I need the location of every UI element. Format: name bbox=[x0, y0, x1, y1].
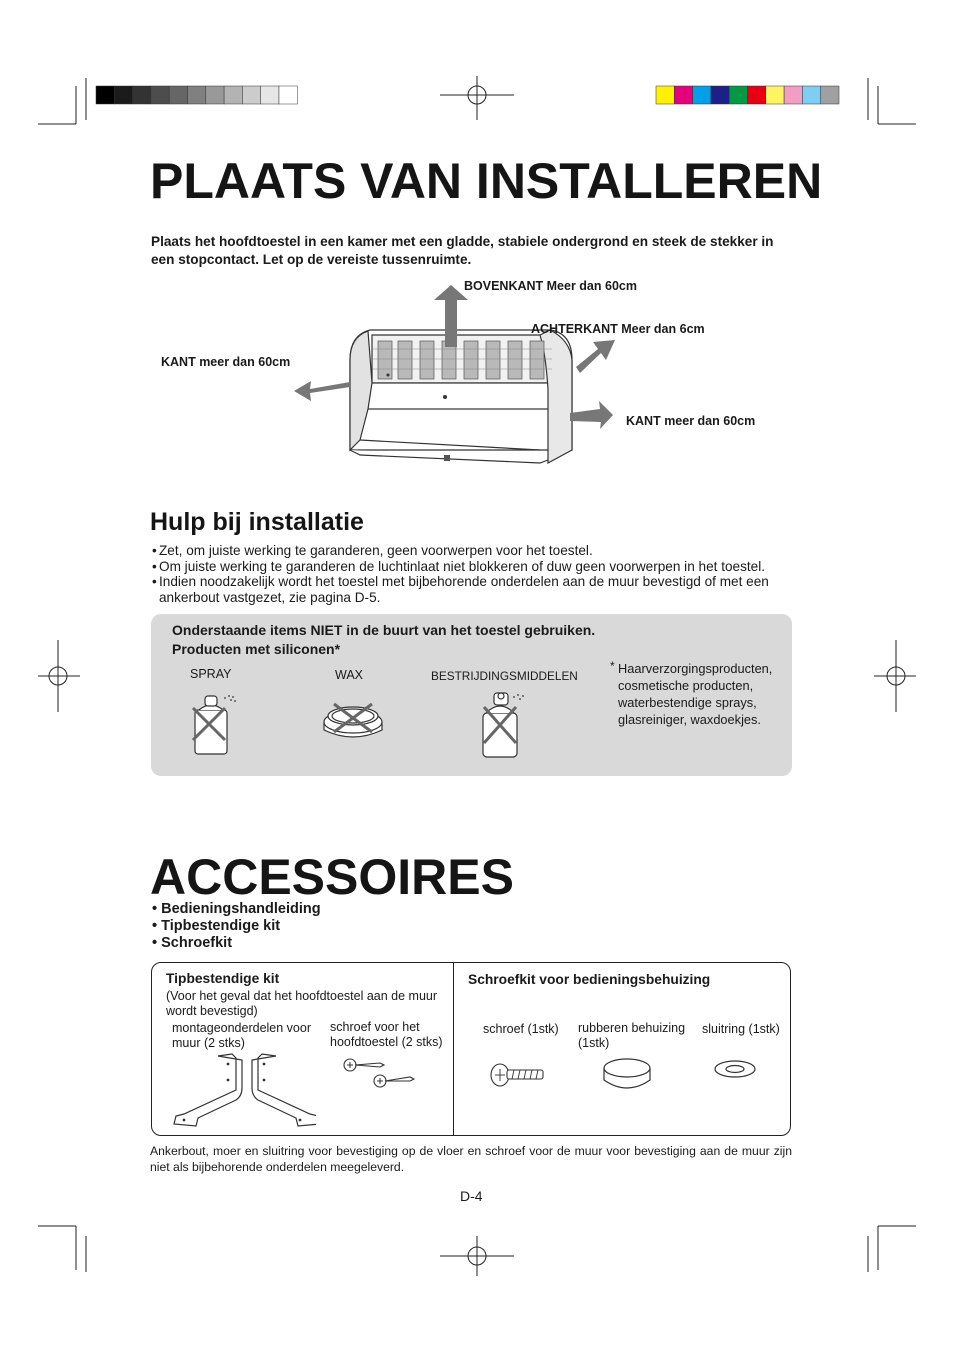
color-swatch bbox=[656, 86, 674, 104]
color-swatch bbox=[711, 86, 729, 104]
color-swatch bbox=[133, 86, 151, 104]
list-item: • Zet, om juiste werking te garanderen, geen voorwerpen voor het toestel. bbox=[152, 543, 797, 559]
color-swatch bbox=[784, 86, 802, 104]
accessories-list bbox=[152, 901, 321, 952]
screw-icon bbox=[488, 1058, 550, 1092]
label-back-clearance: ACHTERKANT Meer dan 6cm bbox=[531, 322, 705, 336]
color-swatch bbox=[224, 86, 242, 104]
list-item: • Om juiste werking te garanderen de luchtinlaat niet blokkeren of duw geen voorwerpen in het toestel. bbox=[152, 559, 797, 575]
screw-label: schroef (1stk) bbox=[483, 1022, 559, 1036]
note-asterisk: * bbox=[610, 659, 615, 673]
color-swatch bbox=[802, 86, 820, 104]
color-swatch bbox=[151, 86, 169, 104]
list-item: • Indien noodzakelijk wordt het toestel met bijbehorende onderdelen aan de muur bevestigd of met een ankerbout vastgezet, zie pagina D-5. bbox=[152, 574, 797, 605]
heater-clearance-illustration bbox=[280, 285, 640, 490]
spray-label: SPRAY bbox=[190, 667, 232, 681]
color-swatch bbox=[261, 86, 279, 104]
installation-help-list bbox=[152, 543, 797, 605]
color-calibration-bar bbox=[656, 86, 839, 104]
color-swatch bbox=[114, 86, 132, 104]
warning-box-title: Onderstaande items NIET in de buurt van het toestel gebruiken. bbox=[172, 622, 596, 638]
list-item: • Tipbestendige kit bbox=[152, 918, 321, 935]
color-swatch bbox=[821, 86, 839, 104]
color-swatch bbox=[279, 86, 297, 104]
color-swatch bbox=[674, 86, 692, 104]
label-right-clearance: KANT meer dan 60cm bbox=[626, 414, 756, 428]
color-swatch bbox=[188, 86, 206, 104]
accessories-title: ACCESSOIRES bbox=[150, 849, 514, 905]
washer-icon bbox=[712, 1058, 758, 1080]
intro-text: Plaats het hoofdtoestel in een kamer met een gladde, stabiele ondergrond en steek de stekker in een stopcontact. Let op de vereiste tussenruimte. bbox=[151, 234, 774, 267]
tip-kit-title: Tipbestendige kit bbox=[166, 971, 280, 986]
accessories-footer-note: Ankerbout, moer en sluitring voor bevestiging op de vloer en schroef voor de muur voor bevestiging aan de muur zijn niet als bijbehorende onderdelen meegeleverd. bbox=[150, 1144, 792, 1174]
list-item: • Bedieningshandleiding bbox=[152, 901, 321, 918]
label-top-clearance: BOVENKANT Meer dan 60cm bbox=[464, 279, 637, 293]
screw-kit-title: Schroefkit voor bedieningsbehuizing bbox=[468, 972, 711, 987]
warning-box-subtitle: Producten met siliconen* bbox=[172, 641, 341, 657]
tip-kit-subtitle: (Voor het geval dat het hoofdtoestel aan de muur wordt bevestigd) bbox=[166, 989, 438, 1018]
color-swatch bbox=[729, 86, 747, 104]
page-title: PLAATS VAN INSTALLEREN bbox=[150, 153, 823, 209]
washer-label: sluitring (1stk) bbox=[702, 1022, 780, 1036]
color-swatch bbox=[693, 86, 711, 104]
color-swatch bbox=[206, 86, 224, 104]
wax-tin-icon bbox=[318, 692, 388, 742]
color-swatch bbox=[242, 86, 260, 104]
pesticide-can-icon bbox=[478, 685, 538, 761]
wall-bracket-icon bbox=[166, 1050, 316, 1130]
wall-bracket-label: montageonderdelen voor muur (2 stks) bbox=[172, 1021, 311, 1050]
rubber-cap-icon bbox=[600, 1056, 654, 1094]
color-swatch bbox=[748, 86, 766, 104]
list-item: • Schroefkit bbox=[152, 935, 321, 952]
color-swatch bbox=[766, 86, 784, 104]
unit-screw-label: schroef voor het hoofdtoestel (2 stks) bbox=[330, 1020, 443, 1049]
rubber-cap-label: rubberen behuizing (1stk) bbox=[578, 1021, 686, 1050]
wax-label: WAX bbox=[335, 668, 364, 682]
label-left-clearance: KANT meer dan 60cm bbox=[161, 355, 291, 369]
installation-help-heading: Hulp bij installatie bbox=[150, 508, 364, 536]
silicone-products-note: Haarverzorgingsproducten, cosmetische producten, waterbestendige sprays, glasreiniger, waxdoekjes. bbox=[618, 661, 773, 727]
spray-can-icon bbox=[185, 688, 245, 756]
gray-calibration-bar bbox=[96, 86, 297, 104]
unit-screws-icon bbox=[340, 1053, 420, 1093]
page-number: D-4 bbox=[460, 1188, 483, 1204]
color-swatch bbox=[96, 86, 114, 104]
color-swatch bbox=[169, 86, 187, 104]
pesticide-label: BESTRIJDINGSMIDDELEN bbox=[431, 669, 578, 683]
